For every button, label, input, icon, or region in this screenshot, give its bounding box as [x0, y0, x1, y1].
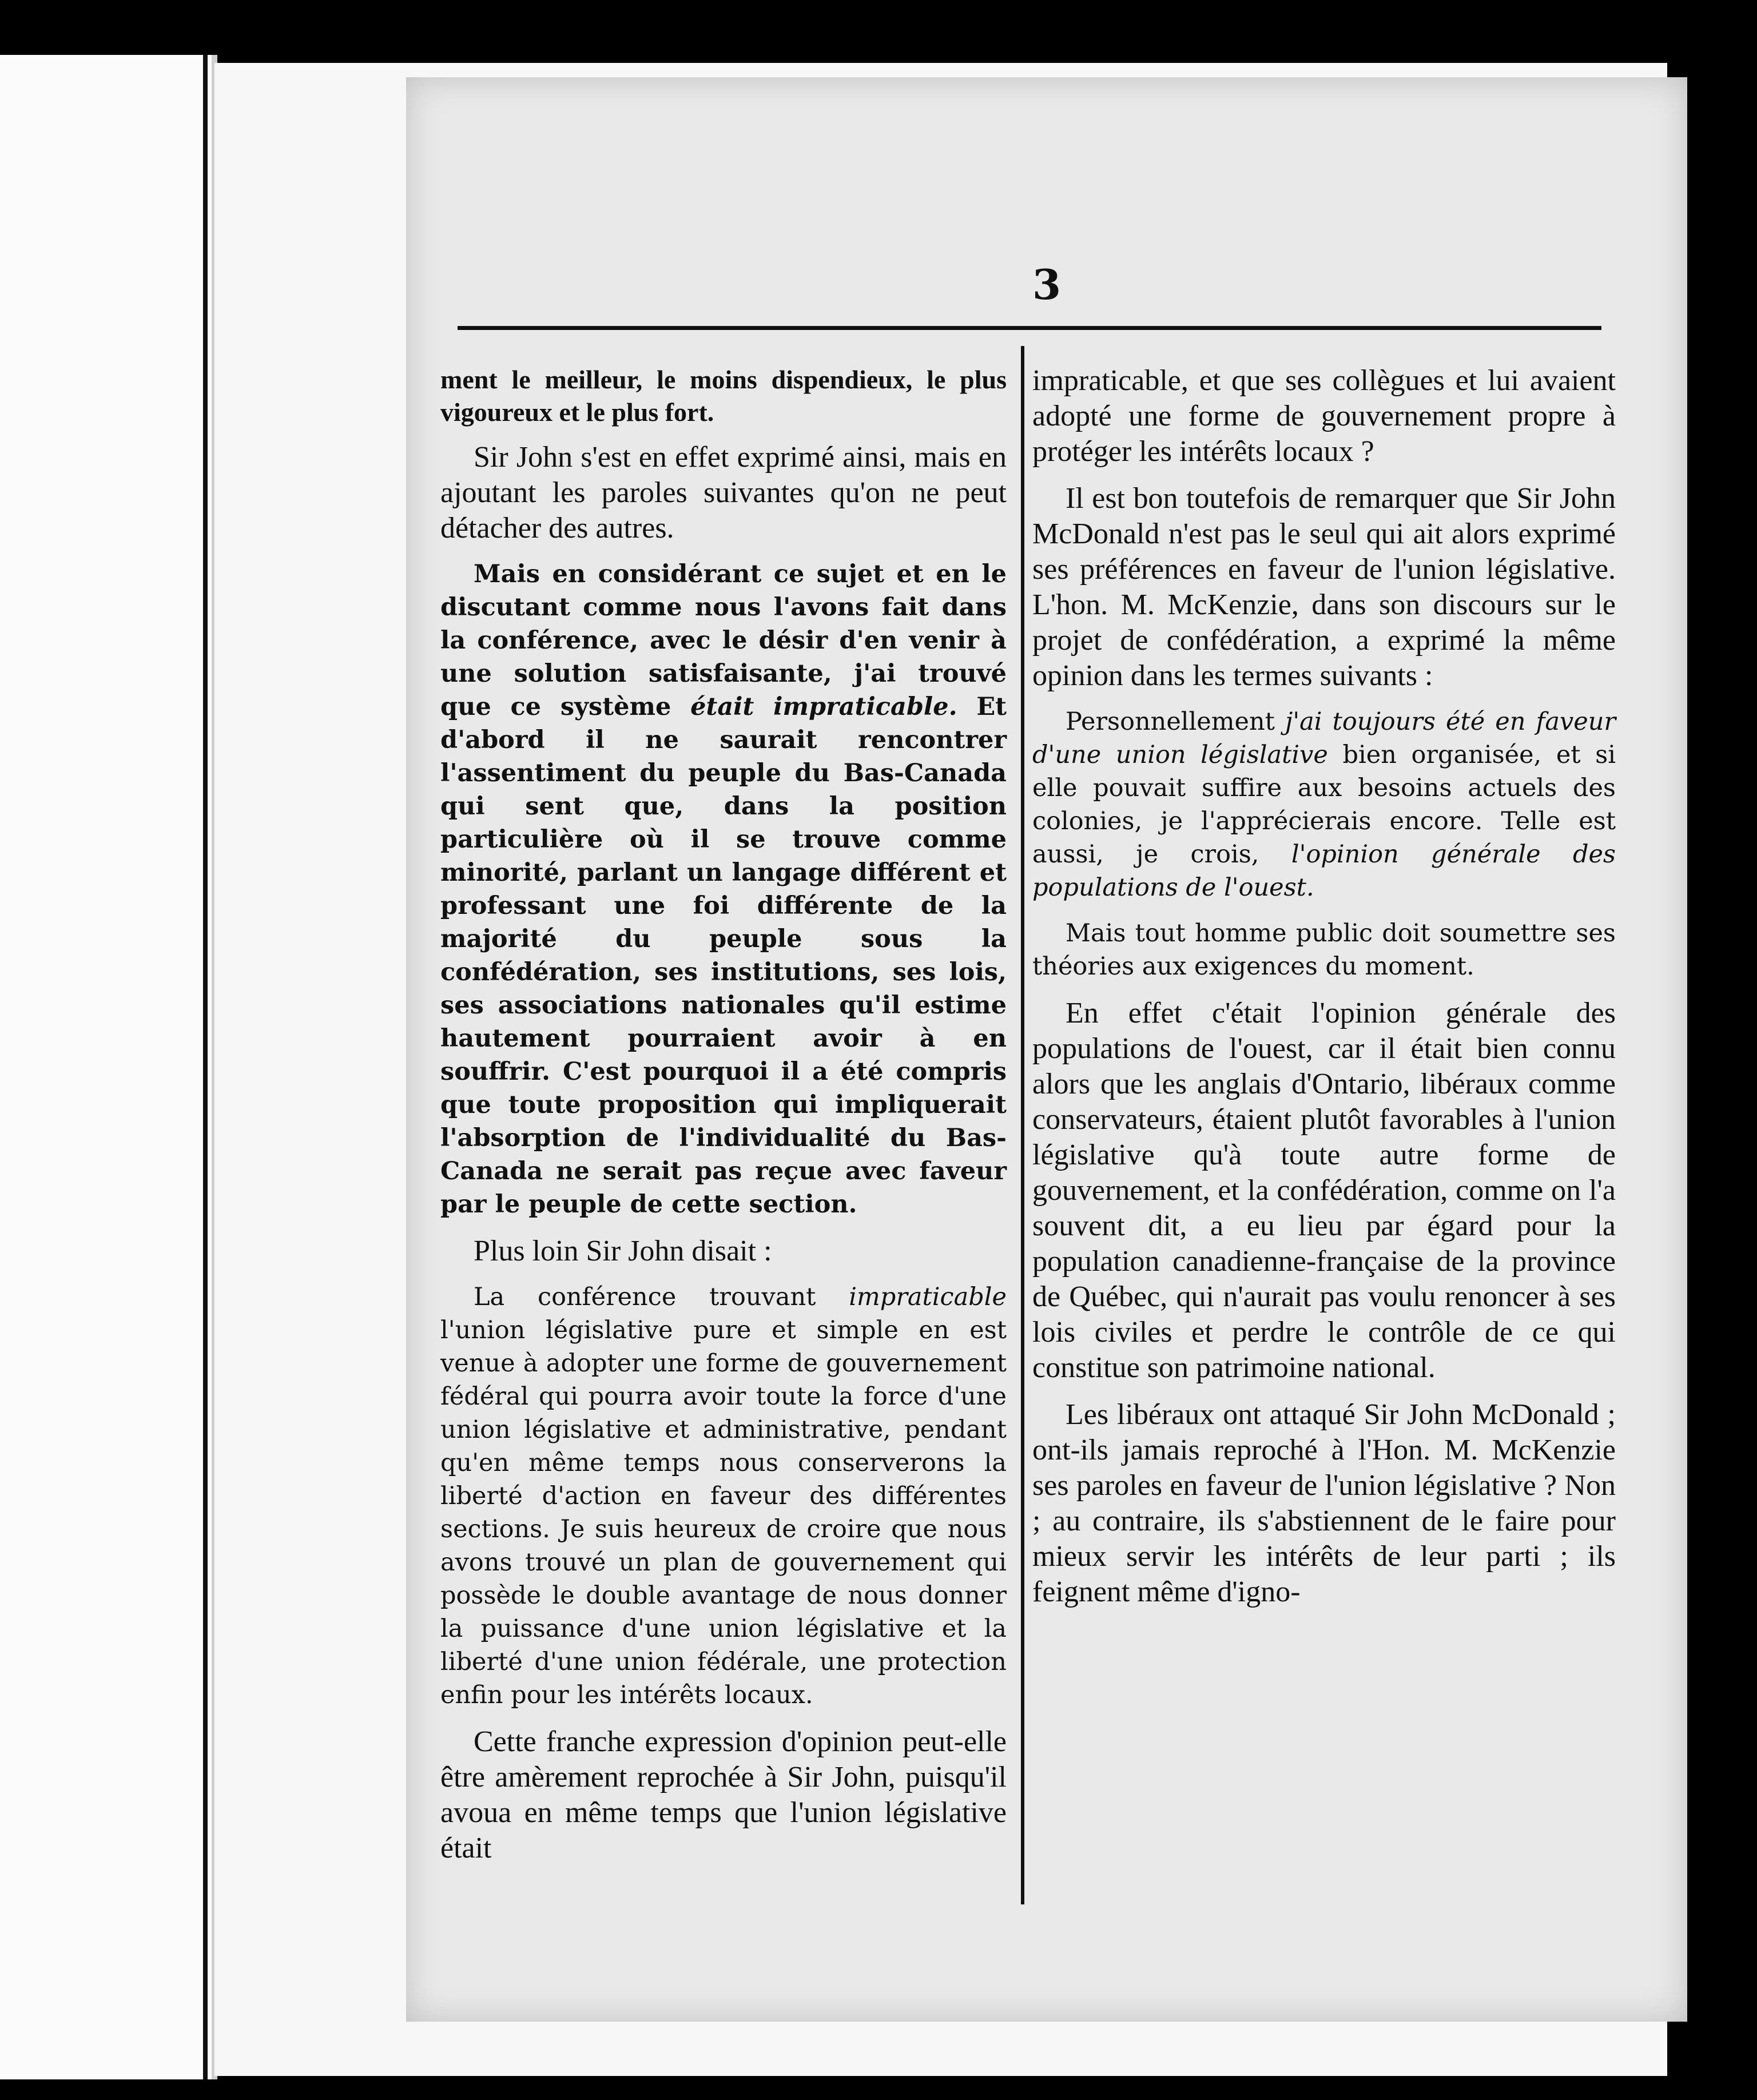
paragraph: Il est bon toutefois de remarquer que Sir John McDonald n'est pas le seul qui ait alors exprimé ses préférences en faveur de l'union législative. L'hon. M. McKenzie, dans son discours sur le projet de confédération, a exprimé la même opinion dans les termes suivants : — [1032, 482, 1616, 692]
quote-text: bien organisée, et si elle pouvait suffire aux besoins actuels des colonies, je l'apprécierais encore. Telle est aussi, je crois, — [1032, 741, 1616, 869]
paragraph: impraticable, et que ses collègues et lui avaient adopté une forme de gouvernement propre à protéger les intérêts locaux ? — [1032, 364, 1616, 468]
quote-text: Personnellement — [1066, 707, 1285, 736]
paragraph: Plus loin Sir John disait : — [474, 1235, 772, 1267]
quotation: Mais tout homme public doit soumettre ses théories aux exigences du moment. — [1032, 919, 1616, 981]
paragraph: Sir John s'est en effet exprimé ainsi, mais en ajoutant les paroles suivantes qu'on ne peut détacher des autres. — [440, 441, 1007, 544]
quote-emphasis: j'ai toujours été en faveur d'une union législative — [1032, 707, 1616, 769]
quote-text: Mais en considérant ce sujet et en le discutant comme nous l'avons fait dans la conférence, avec le désir d'en venir à une solution satisfaisante, j'ai trouvé que ce système — [440, 560, 1007, 721]
quote-text: La conférence trouvant — [474, 1283, 849, 1311]
right-column — [1032, 363, 1616, 1621]
left-column — [440, 363, 1007, 1878]
quote-text: Et d'abord il ne saurait rencontrer l'assentiment du peuple du Bas-Canada qui sent que, dans la position particulière où il se trouve comme minorité, parlant un langage différent et professant une foi différente de la majorité du peuple sous la confédération, ses institutions, ses lois, ses associations nationales qu'il estime hautement pourraient avoir à en souffrir. C'est pourquoi il a été compris que toute proposition qui impliquerait l'absorption de l'individualité du Bas-Canada ne serait pas reçue avec faveur par le peuple de cette section. — [440, 693, 1007, 1219]
quote-emphasis: l'opinion générale des populations de l'ouest. — [1032, 840, 1616, 902]
header-rule — [458, 326, 1601, 330]
quotation — [1032, 705, 1616, 904]
quote-emphasis: impraticable — [849, 1283, 1007, 1311]
quotation — [440, 558, 1007, 1221]
paragraph: Cette franche expression d'opinion peut-elle être amèrement reprochée à Sir John, puisqu'il avoua en même temps que l'union législative était — [440, 1725, 1007, 1864]
column-divider — [1021, 346, 1024, 1904]
binding-spine — [203, 55, 208, 2079]
quote-emphasis: était impraticable. — [690, 693, 957, 721]
quote-text: l'union législative pure et simple en est venue à adopter une forme de gouvernement fédéral qui pourra avoir toute la force d'une union législative et administrative, pendant qu'en même temps nous conserverons la liberté d'action en faveur des différentes sections. Je suis heureux de croire que nous avons trouvé un plan de gouvernement qui possède le double avantage de nous donner la puissance d'une union législative et la liberté d'une union fédérale, une protection enfin pour les intérêts locaux. — [440, 1316, 1007, 1709]
paragraph: En effet c'était l'opinion générale des populations de l'ouest, car il était bien connu alors que les anglais d'Ontario, libéraux comme conservateurs, étaient plutôt favorables à l'union législative qu'à toute autre forme de gouvernement, et la confédération, comme on l'a souvent dit, a eu lieu par égard pour la population canadienne-française de la province de Québec, qui n'aurait pas voulu renoncer à ses lois civiles et perdre le contrôle de ce qui constitue son patrimoine national. — [1032, 997, 1616, 1384]
quotation — [440, 1280, 1007, 1712]
paragraph: ment le meilleur, le moins dispendieux, le plus vigoureux et le plus fort. — [440, 365, 1007, 427]
previous-page-edge — [0, 55, 217, 2079]
document-page — [406, 77, 1687, 2022]
paragraph: Les libéraux ont attaqué Sir John McDonald ; ont-ils jamais reproché à l'Hon. M. McKenzie ses paroles en faveur de l'union législative ? Non ; au contraire, ils s'abstiennent de le faire pour mieux servir les intérêts de leur parti ; ils feignent même d'igno- — [1032, 1398, 1616, 1608]
page-number: 3 — [1032, 260, 1062, 309]
